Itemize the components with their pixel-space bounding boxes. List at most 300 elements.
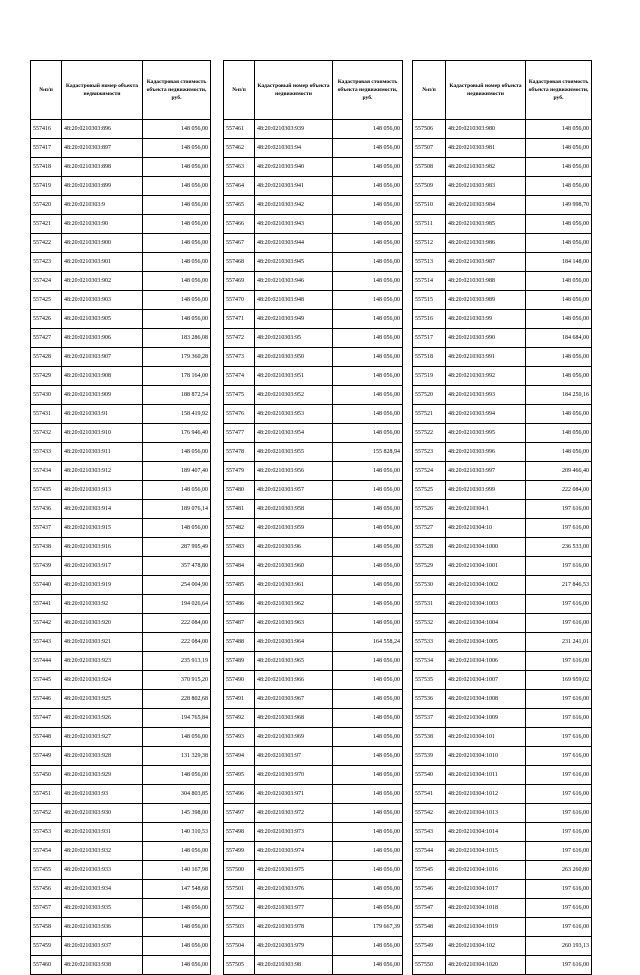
cadastral-number: 48:20:0210304:1	[446, 500, 526, 519]
row-number: 557499	[224, 842, 255, 861]
row-number: 557531	[413, 595, 446, 614]
row-number: 557487	[224, 614, 255, 633]
row-number: 557454	[31, 842, 62, 861]
cadastral-value: 148 056,00	[526, 367, 592, 386]
row-number: 557528	[413, 538, 446, 557]
table-row	[413, 899, 592, 918]
cadastral-value: 148 056,00	[333, 823, 403, 842]
row-number: 557444	[31, 652, 62, 671]
header-value: Кадастровая стоимость объекта недвижимости, руб.	[526, 61, 592, 120]
row-number: 557541	[413, 785, 446, 804]
table-row	[224, 937, 403, 956]
table-row	[413, 557, 592, 576]
row-number: 557437	[31, 519, 62, 538]
cadastral-value: 184 148,00	[526, 253, 592, 272]
row-number: 557471	[224, 310, 255, 329]
cadastral-value: 148 056,00	[143, 253, 211, 272]
table-row	[224, 614, 403, 633]
table-row	[31, 880, 211, 899]
cadastral-number: 48:20:0210304:10	[446, 519, 526, 538]
cadastral-number: 48:20:0210303:946	[255, 272, 333, 291]
cadastral-value: 357 478,80	[143, 557, 211, 576]
table-row	[224, 462, 403, 481]
cadastral-number: 48:20:0210303:986	[446, 234, 526, 253]
cadastral-value: 148 056,00	[333, 120, 403, 139]
table-row	[31, 424, 211, 443]
row-number: 557475	[224, 386, 255, 405]
table-row	[224, 823, 403, 842]
row-number: 557511	[413, 215, 446, 234]
cadastral-number: 48:20:0210303:970	[255, 766, 333, 785]
cadastral-value: 254 004,90	[143, 576, 211, 595]
table-row	[413, 785, 592, 804]
cadastral-number: 48:20:0210303:954	[255, 424, 333, 443]
cadastral-value: 148 056,00	[333, 804, 403, 823]
cadastral-number: 48:20:0210303:910	[62, 424, 143, 443]
row-number: 557485	[224, 576, 255, 595]
row-number: 557532	[413, 614, 446, 633]
table-row	[413, 861, 592, 880]
row-number: 557534	[413, 652, 446, 671]
row-number: 557472	[224, 329, 255, 348]
cadastral-number: 48:20:0210303:978	[255, 918, 333, 937]
cadastral-value: 236 533,00	[526, 538, 592, 557]
cadastral-number: 48:20:0210303:927	[62, 728, 143, 747]
table-row	[224, 804, 403, 823]
cadastral-value: 148 056,00	[143, 196, 211, 215]
row-number: 557467	[224, 234, 255, 253]
cadastral-value: 222 084,00	[143, 614, 211, 633]
cadastral-value: 197 616,00	[526, 709, 592, 728]
row-number: 557520	[413, 386, 446, 405]
cadastral-number: 48:20:0210303:997	[446, 462, 526, 481]
cadastral-value: 148 056,00	[143, 481, 211, 500]
row-number: 557459	[31, 937, 62, 956]
table-row	[413, 367, 592, 386]
row-number: 557431	[31, 405, 62, 424]
table-row	[413, 576, 592, 595]
cadastral-number: 48:20:0210303:920	[62, 614, 143, 633]
header-cadastral: Кадастровый номер объекта недвижимости	[62, 61, 143, 120]
row-number: 557536	[413, 690, 446, 709]
table-row	[413, 519, 592, 538]
row-number: 557480	[224, 481, 255, 500]
cadastral-value: 197 616,00	[526, 519, 592, 538]
cadastral-number: 48:20:0210303:991	[446, 348, 526, 367]
cadastral-value: 148 056,00	[526, 177, 592, 196]
cadastral-number: 48:20:0210303:929	[62, 766, 143, 785]
table-row	[31, 899, 211, 918]
cadastral-value: 148 056,00	[333, 747, 403, 766]
table-row	[224, 348, 403, 367]
table-row	[224, 519, 403, 538]
cadastral-number: 48:20:0210303:967	[255, 690, 333, 709]
table-row	[224, 766, 403, 785]
row-number: 557540	[413, 766, 446, 785]
table-row	[413, 823, 592, 842]
cadastral-value: 370 915,20	[143, 671, 211, 690]
cadastral-value: 263 260,80	[526, 861, 592, 880]
cadastral-value: 184 684,00	[526, 329, 592, 348]
table-row	[224, 538, 403, 557]
cadastral-number: 48:20:0210303:932	[62, 842, 143, 861]
cadastral-number: 48:20:0210303:999	[446, 481, 526, 500]
cadastral-number: 48:20:0210303:950	[255, 348, 333, 367]
row-number: 557505	[224, 956, 255, 975]
table-row	[224, 728, 403, 747]
table-row	[31, 234, 211, 253]
cadastral-number: 48:20:0210304:1000	[446, 538, 526, 557]
table-row	[224, 633, 403, 652]
cadastral-number: 48:20:0210304:1016	[446, 861, 526, 880]
row-number: 557422	[31, 234, 62, 253]
row-number: 557521	[413, 405, 446, 424]
cadastral-value: 148 056,00	[143, 234, 211, 253]
cadastral-value: 148 056,00	[333, 861, 403, 880]
header-num: №п/п	[224, 61, 255, 120]
cadastral-value: 197 616,00	[526, 614, 592, 633]
cadastral-value: 197 616,00	[526, 690, 592, 709]
cadastral-value: 197 616,00	[526, 823, 592, 842]
row-number: 557425	[31, 291, 62, 310]
cadastral-value: 148 056,00	[333, 139, 403, 158]
row-number: 557439	[31, 557, 62, 576]
row-number: 557500	[224, 861, 255, 880]
cadastral-value: 197 616,00	[526, 766, 592, 785]
cadastral-number: 48:20:0210303:984	[446, 196, 526, 215]
cadastral-value: 148 056,00	[526, 139, 592, 158]
cadastral-number: 48:20:0210303:992	[446, 367, 526, 386]
table-row	[224, 215, 403, 234]
row-number: 557476	[224, 405, 255, 424]
cadastral-value: 197 616,00	[526, 557, 592, 576]
cadastral-number: 48:20:0210303:928	[62, 747, 143, 766]
cadastral-value: 148 056,00	[526, 272, 592, 291]
row-number: 557522	[413, 424, 446, 443]
table-row	[31, 272, 211, 291]
cadastral-number: 48:20:0210303:951	[255, 367, 333, 386]
table-header-row	[31, 61, 211, 120]
row-number: 557525	[413, 481, 446, 500]
row-number: 557419	[31, 177, 62, 196]
cadastral-value: 189 076,14	[143, 500, 211, 519]
table-row	[413, 633, 592, 652]
row-number: 557530	[413, 576, 446, 595]
table-row	[224, 899, 403, 918]
table-row	[224, 956, 403, 975]
cadastral-number: 48:20:0210304:102	[446, 937, 526, 956]
row-number: 557434	[31, 462, 62, 481]
table-row	[31, 462, 211, 481]
table-row	[224, 139, 403, 158]
cadastral-number: 48:20:0210303:903	[62, 291, 143, 310]
cadastral-number: 48:20:0210303:90	[62, 215, 143, 234]
table-row	[224, 785, 403, 804]
row-number: 557501	[224, 880, 255, 899]
row-number: 557493	[224, 728, 255, 747]
table-row	[31, 823, 211, 842]
table-row	[224, 671, 403, 690]
row-number: 557509	[413, 177, 446, 196]
cadastral-value: 148 056,00	[526, 215, 592, 234]
table-row	[413, 196, 592, 215]
table-row	[31, 158, 211, 177]
cadastral-value: 147 548,68	[143, 880, 211, 899]
row-number: 557546	[413, 880, 446, 899]
table-row	[413, 842, 592, 861]
table-row	[31, 329, 211, 348]
cadastral-number: 48:20:0210303:897	[62, 139, 143, 158]
cadastral-value: 148 056,00	[333, 937, 403, 956]
cadastral-number: 48:20:0210303:988	[446, 272, 526, 291]
row-number: 557535	[413, 671, 446, 690]
cadastral-number: 48:20:0210303:933	[62, 861, 143, 880]
header-cadastral: Кадастровый номер объекта недвижимости	[255, 61, 333, 120]
cadastral-number: 48:20:0210303:941	[255, 177, 333, 196]
cadastral-value: 304 803,85	[143, 785, 211, 804]
table-row	[31, 633, 211, 652]
row-number: 557537	[413, 709, 446, 728]
row-number: 557440	[31, 576, 62, 595]
row-number: 557543	[413, 823, 446, 842]
row-number: 557428	[31, 348, 62, 367]
cadastral-number: 48:20:0210303:955	[255, 443, 333, 462]
cadastral-number: 48:20:0210303:909	[62, 386, 143, 405]
cadastral-number: 48:20:0210303:921	[62, 633, 143, 652]
cadastral-value: 131 329,38	[143, 747, 211, 766]
cadastral-number: 48:20:0210303:925	[62, 690, 143, 709]
cadastral-value: 148 056,00	[143, 310, 211, 329]
row-number: 557438	[31, 538, 62, 557]
cadastral-value: 148 056,00	[333, 291, 403, 310]
header-cadastral: Кадастровый номер объекта недвижимости	[446, 61, 526, 120]
table-row	[31, 918, 211, 937]
cadastral-number: 48:20:0210303:900	[62, 234, 143, 253]
cadastral-number: 48:20:0210303:935	[62, 899, 143, 918]
cadastral-number: 48:20:0210304:1004	[446, 614, 526, 633]
table-row	[31, 177, 211, 196]
cadastral-value: 148 056,00	[143, 177, 211, 196]
cadastral-number: 48:20:0210303:907	[62, 348, 143, 367]
row-number: 557463	[224, 158, 255, 177]
cadastral-number: 48:20:0210303:937	[62, 937, 143, 956]
table-row	[413, 424, 592, 443]
cadastral-value: 148 056,00	[333, 177, 403, 196]
row-number: 557451	[31, 785, 62, 804]
cadastral-value: 148 056,00	[143, 918, 211, 937]
table-row	[31, 861, 211, 880]
cadastral-value: 148 056,00	[333, 690, 403, 709]
table-row	[413, 386, 592, 405]
cadastral-number: 48:20:0210303:905	[62, 310, 143, 329]
table-row	[413, 956, 592, 975]
cadastral-value: 176 946,40	[143, 424, 211, 443]
cadastral-value: 148 056,00	[333, 500, 403, 519]
table-row	[224, 690, 403, 709]
cadastral-number: 48:20:0210304:1012	[446, 785, 526, 804]
table-row	[413, 652, 592, 671]
row-number: 557449	[31, 747, 62, 766]
row-number: 557533	[413, 633, 446, 652]
cadastral-value: 148 056,00	[143, 519, 211, 538]
table-row	[413, 747, 592, 766]
cadastral-table-1	[30, 60, 211, 975]
row-number: 557458	[31, 918, 62, 937]
row-number: 557516	[413, 310, 446, 329]
row-number: 557468	[224, 253, 255, 272]
row-number: 557484	[224, 557, 255, 576]
table-row	[413, 291, 592, 310]
cadastral-number: 48:20:0210303:996	[446, 443, 526, 462]
row-number: 557445	[31, 671, 62, 690]
cadastral-value: 148 056,00	[526, 424, 592, 443]
cadastral-number: 48:20:0210303:981	[446, 139, 526, 158]
cadastral-value: 148 056,00	[333, 462, 403, 481]
row-number: 557420	[31, 196, 62, 215]
cadastral-number: 48:20:0210303:902	[62, 272, 143, 291]
table-row	[413, 880, 592, 899]
cadastral-value: 188 872,54	[143, 386, 211, 405]
cadastral-value: 148 056,00	[333, 215, 403, 234]
cadastral-number: 48:20:0210303:9	[62, 196, 143, 215]
table-row	[31, 367, 211, 386]
cadastral-value: 148 056,00	[143, 937, 211, 956]
cadastral-number: 48:20:0210303:961	[255, 576, 333, 595]
row-number: 557545	[413, 861, 446, 880]
row-number: 557508	[413, 158, 446, 177]
cadastral-number: 48:20:0210303:969	[255, 728, 333, 747]
cadastral-value: 194 765,84	[143, 709, 211, 728]
cadastral-value: 148 056,00	[333, 652, 403, 671]
cadastral-value: 155 828,94	[333, 443, 403, 462]
table-row	[31, 937, 211, 956]
cadastral-number: 48:20:0210303:959	[255, 519, 333, 538]
cadastral-number: 48:20:0210303:993	[446, 386, 526, 405]
cadastral-number: 48:20:0210303:926	[62, 709, 143, 728]
row-number: 557510	[413, 196, 446, 215]
table-row	[413, 937, 592, 956]
row-number: 557497	[224, 804, 255, 823]
cadastral-value: 148 056,00	[333, 671, 403, 690]
table-row	[31, 405, 211, 424]
row-number: 557490	[224, 671, 255, 690]
cadastral-value: 148 056,00	[526, 158, 592, 177]
cadastral-value: 183 286,08	[143, 329, 211, 348]
cadastral-table-3	[412, 60, 592, 975]
row-number: 557550	[413, 956, 446, 975]
row-number: 557539	[413, 747, 446, 766]
cadastral-number: 48:20:0210303:915	[62, 519, 143, 538]
table-row	[224, 158, 403, 177]
cadastral-table-2	[223, 60, 403, 975]
row-number: 557524	[413, 462, 446, 481]
cadastral-value: 197 616,00	[526, 747, 592, 766]
cadastral-number: 48:20:0210304:1003	[446, 595, 526, 614]
row-number: 557489	[224, 652, 255, 671]
row-number: 557513	[413, 253, 446, 272]
table-row	[31, 386, 211, 405]
cadastral-number: 48:20:0210303:911	[62, 443, 143, 462]
cadastral-number: 48:20:0210303:917	[62, 557, 143, 576]
table-row	[224, 367, 403, 386]
cadastral-value: 209 466,40	[526, 462, 592, 481]
row-number: 557492	[224, 709, 255, 728]
cadastral-value: 148 056,00	[143, 899, 211, 918]
cadastral-value: 197 616,00	[526, 918, 592, 937]
table-header-row	[413, 61, 592, 120]
row-number: 557469	[224, 272, 255, 291]
table-row	[224, 405, 403, 424]
row-number: 557547	[413, 899, 446, 918]
cadastral-number: 48:20:0210303:944	[255, 234, 333, 253]
cadastral-value: 148 056,00	[333, 424, 403, 443]
cadastral-value: 231 241,01	[526, 633, 592, 652]
cadastral-value: 148 056,00	[333, 272, 403, 291]
cadastral-number: 48:20:0210303:942	[255, 196, 333, 215]
row-number: 557466	[224, 215, 255, 234]
row-number: 557496	[224, 785, 255, 804]
cadastral-value: 148 056,00	[143, 443, 211, 462]
cadastral-number: 48:20:0210303:901	[62, 253, 143, 272]
row-number: 557457	[31, 899, 62, 918]
header-value: Кадастровая стоимость объекта недвижимости, руб.	[333, 61, 403, 120]
cadastral-value: 222 084,00	[526, 481, 592, 500]
cadastral-number: 48:20:0210303:953	[255, 405, 333, 424]
row-number: 557519	[413, 367, 446, 386]
cadastral-number: 48:20:0210304:101	[446, 728, 526, 747]
cadastral-number: 48:20:0210303:914	[62, 500, 143, 519]
cadastral-value: 148 056,00	[333, 880, 403, 899]
table-row	[413, 215, 592, 234]
table-row	[413, 481, 592, 500]
row-number: 557426	[31, 310, 62, 329]
cadastral-number: 48:20:0210303:965	[255, 652, 333, 671]
table-row	[31, 253, 211, 272]
row-number: 557418	[31, 158, 62, 177]
cadastral-number: 48:20:0210303:940	[255, 158, 333, 177]
cadastral-value: 148 056,00	[333, 196, 403, 215]
cadastral-number: 48:20:0210303:949	[255, 310, 333, 329]
cadastral-number: 48:20:0210303:995	[446, 424, 526, 443]
row-number: 557477	[224, 424, 255, 443]
cadastral-number: 48:20:0210303:943	[255, 215, 333, 234]
table-row	[31, 557, 211, 576]
cadastral-value: 197 616,00	[526, 880, 592, 899]
cadastral-number: 48:20:0210303:95	[255, 329, 333, 348]
row-number: 557465	[224, 196, 255, 215]
table-row	[31, 804, 211, 823]
table-row	[224, 272, 403, 291]
cadastral-value: 235 913,19	[143, 652, 211, 671]
cadastral-value: 148 056,00	[143, 842, 211, 861]
table-row	[31, 728, 211, 747]
row-number: 557417	[31, 139, 62, 158]
row-number: 557507	[413, 139, 446, 158]
cadastral-number: 48:20:0210303:924	[62, 671, 143, 690]
cadastral-number: 48:20:0210303:945	[255, 253, 333, 272]
table-row	[31, 348, 211, 367]
table-row	[31, 196, 211, 215]
cadastral-value: 148 056,00	[333, 956, 403, 975]
table-row	[31, 956, 211, 975]
cadastral-value: 148 056,00	[526, 405, 592, 424]
cadastral-number: 48:20:0210303:977	[255, 899, 333, 918]
cadastral-number: 48:20:0210304:1008	[446, 690, 526, 709]
row-number: 557488	[224, 633, 255, 652]
cadastral-value: 148 056,00	[333, 367, 403, 386]
cadastral-number: 48:20:0210303:972	[255, 804, 333, 823]
cadastral-value: 148 056,00	[333, 595, 403, 614]
